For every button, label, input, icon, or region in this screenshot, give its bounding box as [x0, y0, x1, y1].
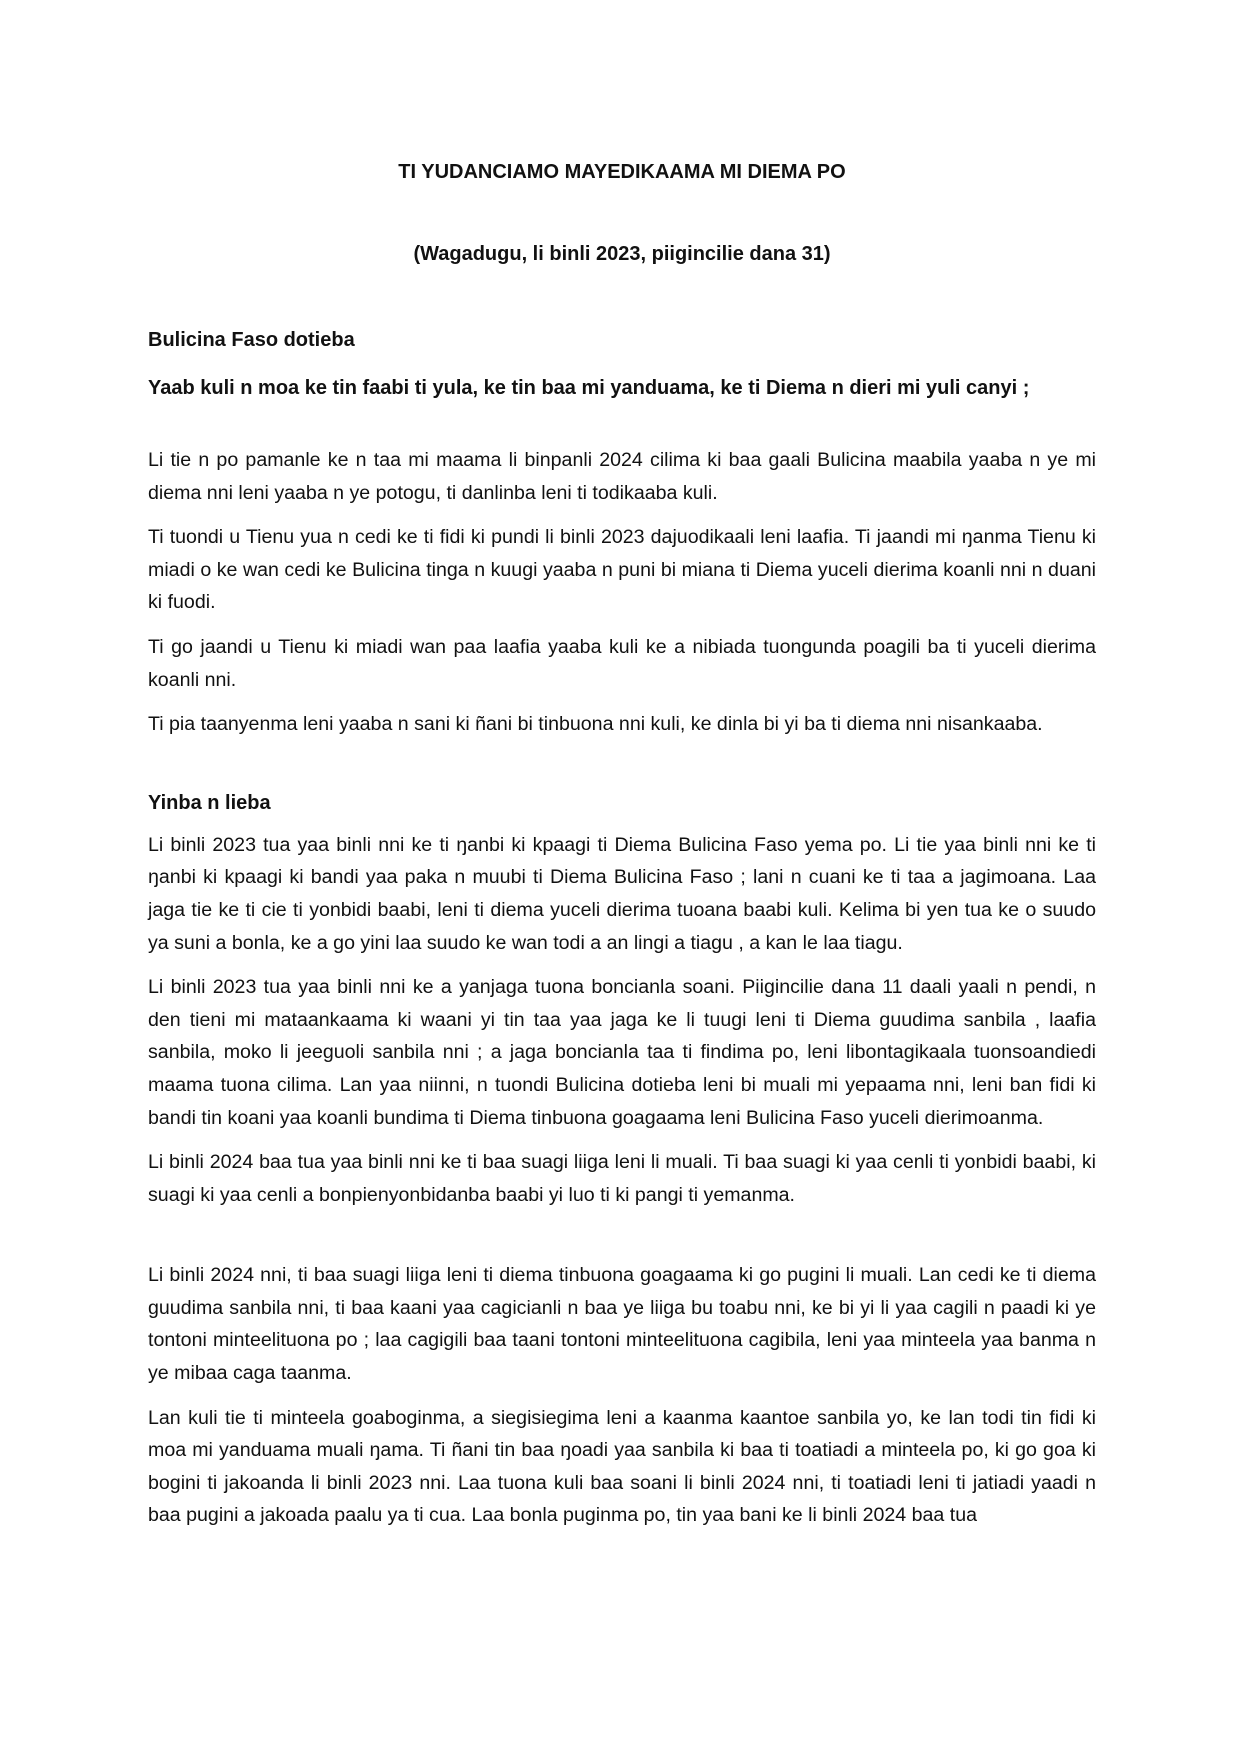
paragraph: Li tie n po pamanle ke n taa mi maama li binpanli 2024 cilima ki baa gaali Bulicina maabila yaaba n ye mi diema nni leni yaaba n ye potogu, ti danlinba leni ti todikaaba kuli. [148, 449, 1096, 504]
intro-section [148, 444, 1096, 741]
document-subtitle: (Wagadugu, li binli 2023, piigincilie dana 31) [413, 243, 831, 265]
main-section [148, 829, 1096, 1532]
addressee-line: Bulicina Faso dotieba [148, 329, 355, 351]
paragraph: Ti tuondi u Tienu yua n cedi ke ti fidi ki pundi li binli 2023 dajuodikaali leni laafia. Ti jaandi mi ŋanma Tienu ki miadi o ke wan cedi ke Bulicina tinga n kuugi yaaba n puni bi miana ti Diema yuceli dierima koanli nni n duani ki fuodi. [148, 526, 1096, 614]
paragraph: Ti pia taanyenma leni yaaba n sani ki ñani bi tinbuona nni kuli, ke dinla bi yi ba ti diema nni nisankaaba. [148, 713, 1043, 736]
document-body [148, 158, 1096, 1544]
paragraph: Ti go jaandi u Tienu ki miadi wan paa laafia yaaba kuli ke a nibiada tuongunda poagili ba ti yuceli dierima koanli nni. [148, 635, 1096, 691]
paragraph: Li binli 2024 nni, ti baa suagi liiga leni ti diema tinbuona goagaama ki go pugini li muali. Lan cedi ke ti diema guudima sanbila nni, ti baa kaani yaa cagicianli n baa ye liiga bu toabu nni, ke bi yi li yaa cagili n paadi ki ye tontoni minteelituona po ; laa cagigili baa taani tontoni minteelituona cagibila, leni yaa minteela yaa banma n ye mibaa caga taanma. [148, 1264, 1096, 1385]
section-heading: Yinba n lieba [148, 791, 271, 814]
greeting-line: Yaab kuli n moa ke tin faabi ti yula, ke tin baa mi yanduama, ke ti Diema n dieri mi yuli canyi ; [148, 377, 1030, 399]
paragraph: Li binli 2023 tua yaa binli nni ke a yanjaga tuona boncianla soani. Piigincilie dana 11 daali yaali n pendi, n den tieni mi mataankaama ki waani yi tin taa yaa jaga ke li tuugi leni ti Diema guudima sanbila , laafia sanbila, moko li jeeguoli sanbila nni ; a jaga boncianla taa ti findima po, leni libontagikaala tuonsoandiedi maama tuona cilima. Lan yaa niinni, n tuondi Bulicina dotieba leni bi muali mi yepaama nni, leni ban fidi ki bandi tin koani yaa koanli bundima ti Diema tinbuona goagaama leni Bulicina Faso yuceli dierimoanma. [148, 976, 1096, 1129]
paragraph: Lan kuli tie ti minteela goaboginma, a siegisiegima leni a kaanma kaantoe sanbila yo, ke lan todi tin fidi ki moa mi yanduama muali ŋama. Ti ñani tin baa ŋoadi yaa sanbila ki baa ti toatiadi a minteela po, ki go goa ki bogini ti jakoanda li binli 2023 nni. Laa tuona kuli baa soani li binli 2024 nni, ti toatiadi leni ti jatiadi yaadi n baa pugini a jakoada paalu ya ti cua. Laa bonla puginma po, tin yaa bani ke li binli 2024 baa tua [148, 1406, 1096, 1527]
paragraph: Li binli 2024 baa tua yaa binli nni ke ti baa suagi liiga leni li muali. Ti baa suagi ki yaa cenli ti yonbidi baabi, ki suagi ki yaa cenli a bonpienyonbidanba baabi yi luo ti ki pangi ti yemanma. [148, 1151, 1096, 1206]
document-title: TI YUDANCIAMO MAYEDIKAAMA MI DIEMA PO [398, 161, 846, 183]
paragraph: Li binli 2023 tua yaa binli nni ke ti ŋanbi ki kpaagi ti Diema Bulicina Faso yema po. Li tie yaa binli nni ke ti ŋanbi ki kpaagi ki bandi yaa paka n muubi ti Diema Bulicina Faso ; lani n cuani ke ti taa a jagimoana. Laa jaga tie ke ti cie ti yonbidi baabi, leni ti diema yuceli dierima tuoana baabi kuli. Kelima bi yen tua ke o suudo ya suni a bonla, ke a go yini laa suudo ke wan todi a an lingi a tiagu , a kan le laa tiagu. [148, 833, 1096, 954]
